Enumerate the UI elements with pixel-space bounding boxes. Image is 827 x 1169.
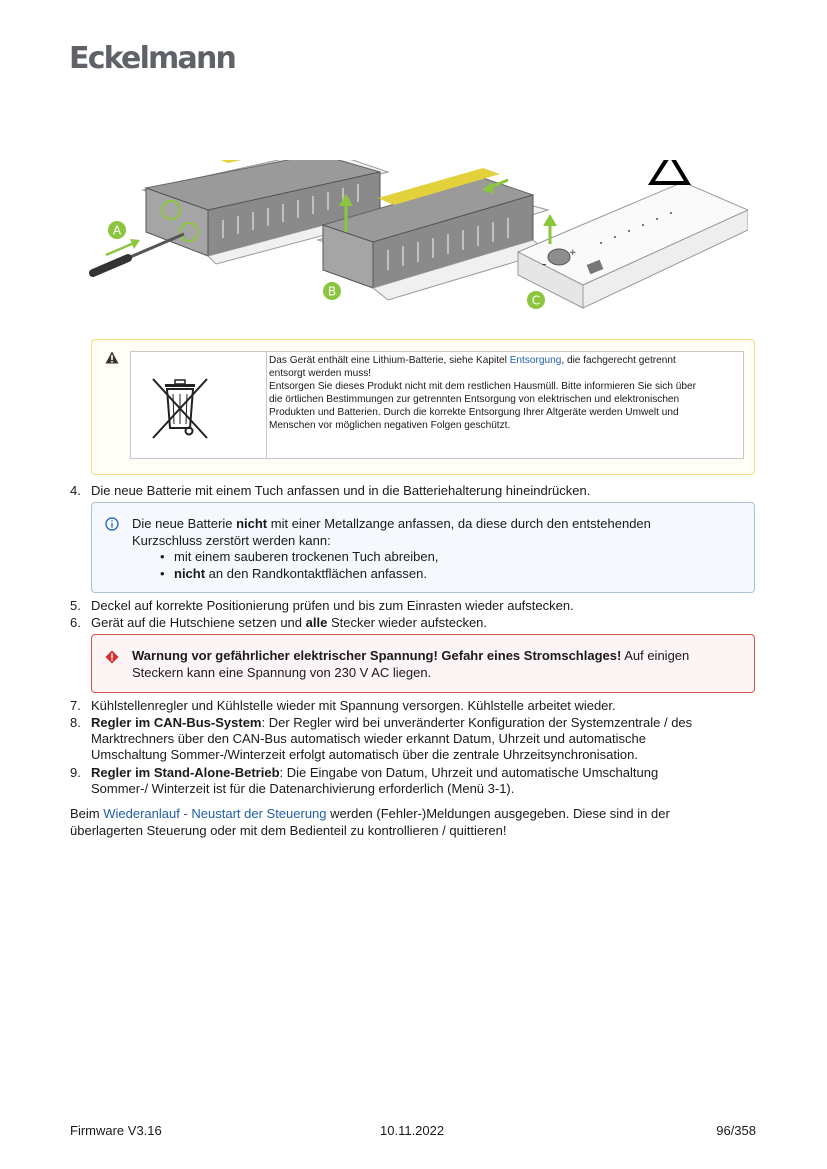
- step-emphasis: Regler im CAN-Bus-System: [91, 715, 262, 730]
- step-text: Kühlstellenregler und Kühlstelle wieder mit Spannung versorgen. Kühlstelle arbeitet wieder.: [91, 698, 616, 713]
- step-number: 8.: [70, 715, 81, 730]
- electric-shock-warning: [91, 634, 755, 693]
- battery-disposal-warning: [91, 339, 755, 475]
- step-emphasis: alle: [305, 615, 328, 630]
- danger-emphasis: Warnung vor gefährlicher elektrischer Spannung! Gefahr eines Stromschlages!: [132, 648, 622, 663]
- wiederanlauf-link[interactable]: Wiederanlauf - Neustart der Steuerung: [103, 806, 327, 821]
- step-text: [91, 765, 761, 797]
- disposal-text-line: die örtlichen Bestimmungen zur getrennten Entsorgung von elektrischen und elektronischen: [269, 394, 680, 405]
- step-text: [91, 715, 761, 763]
- disposal-paragraph-1: [269, 354, 741, 367]
- step-emphasis: Regler im Stand-Alone-Betrieb: [91, 765, 280, 780]
- closing-line-2: überlagerten Steuerung oder mit dem Bedienteil zu kontrollieren / quittieren!: [70, 823, 507, 838]
- step-number: 6.: [70, 615, 81, 630]
- danger-icon: [105, 650, 119, 664]
- step-text-segment: : Die Eingabe von Datum, Uhrzeit und automatische Umschaltung: [279, 765, 659, 780]
- step-9-line-2: Sommer-/ Winterzeit ist für die Datenarchivierung erforderlich (Menü 3-1).: [91, 781, 515, 796]
- step-label-b: B: [327, 284, 337, 299]
- closing-paragraph: [70, 805, 760, 839]
- disposal-text-line: Menschen vor möglichen negativen Folgen geschützt.: [269, 420, 511, 431]
- danger-body: [132, 648, 742, 681]
- disposal-text-segment: Das Gerät enthält eine Lithium-Batterie, siehe Kapitel: [269, 355, 510, 366]
- step-text-segment: Stecker wieder aufstecken.: [327, 615, 488, 630]
- bullet-emphasis: nicht: [174, 565, 206, 581]
- disposal-symbol-cell: [131, 352, 267, 458]
- info-bullet-1: [132, 549, 742, 566]
- entsorgung-link[interactable]: Entsorgung: [509, 355, 562, 366]
- controller-c-illustration: [518, 160, 748, 309]
- step-label-c: C: [531, 293, 541, 308]
- disposal-text-line: Entsorgen Sie dieses Produkt nicht mit dem restlichen Hausmüll. Bitte informieren Sie sich über: [269, 381, 696, 392]
- footer-page-number: 96/358: [716, 1123, 756, 1138]
- step-text: [91, 615, 761, 631]
- step-label-a: A: [112, 223, 122, 238]
- info-bullet-2: [132, 566, 742, 583]
- disposal-text: [269, 354, 741, 432]
- step-text: Deckel auf korrekte Positionierung prüfen und bis zum Einrasten wieder aufstecken.: [91, 598, 574, 613]
- step-text-segment: Gerät auf die Hutschiene setzen und: [91, 615, 306, 630]
- step-8-line-1: [91, 715, 761, 731]
- info-text-segment: mit einer Metallzange anfassen, da diese durch den entstehenden: [267, 516, 651, 531]
- step-text: Die neue Batterie mit einem Tuch anfassen und in die Batteriehalterung hineindrücken.: [91, 483, 591, 498]
- step-8-line-2: Marktrechners über den CAN-Bus automatisch wieder erkannt Datum, Uhrzeit und automatische: [91, 731, 646, 746]
- closing-text-segment: werden (Fehler-)Meldungen ausgegeben. Diese sind in der: [326, 806, 670, 821]
- step-text-segment: : Der Regler wird bei unveränderter Konfiguration der Systemzentrale / des: [261, 715, 693, 730]
- footer-firmware: Firmware V3.16: [70, 1123, 162, 1138]
- danger-line-1: [132, 648, 742, 665]
- step-number: 7.: [70, 698, 81, 713]
- disposal-info-table: [130, 351, 744, 459]
- danger-line-2: Steckern kann eine Spannung von 230 V AC liegen.: [132, 664, 432, 680]
- disposal-text-line: Produkten und Batterien. Durch die korrekte Entsorgung Ihrer Altgeräte werden Umwelt und: [269, 407, 679, 418]
- battery-handling-info: [91, 502, 755, 593]
- step-8-line-3: Umschaltung Sommer-/Winterzeit erfolgt automatisch über die zentrale Uhrzeitsynchronisation.: [91, 747, 638, 762]
- bullet-text: mit einem sauberen trockenen Tuch abreiben,: [174, 549, 439, 564]
- bullet-dot: •: [160, 549, 165, 564]
- bullet-text: [174, 566, 427, 583]
- disposal-text-line: entsorgt werden muss!: [269, 368, 372, 379]
- info-emphasis: nicht: [236, 516, 268, 531]
- info-line-2: Kurzschluss zerstört werden kann:: [132, 532, 331, 548]
- bullet-dot: •: [160, 565, 165, 581]
- closing-line-1: [70, 805, 760, 822]
- info-body: [132, 516, 742, 582]
- closing-text-segment: Beim: [70, 806, 104, 821]
- battery-replacement-illustration: [88, 160, 748, 335]
- danger-text-segment: Auf einigen: [621, 648, 690, 663]
- footer-date: 10.11.2022: [380, 1123, 445, 1138]
- info-line-1: [132, 516, 742, 533]
- bullet-text-segment: an den Randkontaktflächen anfassen.: [205, 565, 427, 581]
- svg-text:+: +: [569, 248, 577, 258]
- step-9-line-1: [91, 765, 761, 781]
- disposal-text-segment: , die fachgerecht getrennt: [561, 355, 676, 366]
- crossed-out-wheelie-bin-icon: [151, 376, 211, 440]
- warning-triangle-icon: [105, 351, 119, 364]
- info-text-segment: Die neue Batterie: [132, 516, 237, 531]
- step-number: 9.: [70, 765, 81, 780]
- step-number: 4.: [70, 483, 81, 498]
- step-number: 5.: [70, 598, 81, 613]
- eckelmann-logo: Eckelmann: [69, 41, 236, 76]
- svg-text:-: -: [542, 257, 547, 271]
- info-icon: [105, 517, 119, 531]
